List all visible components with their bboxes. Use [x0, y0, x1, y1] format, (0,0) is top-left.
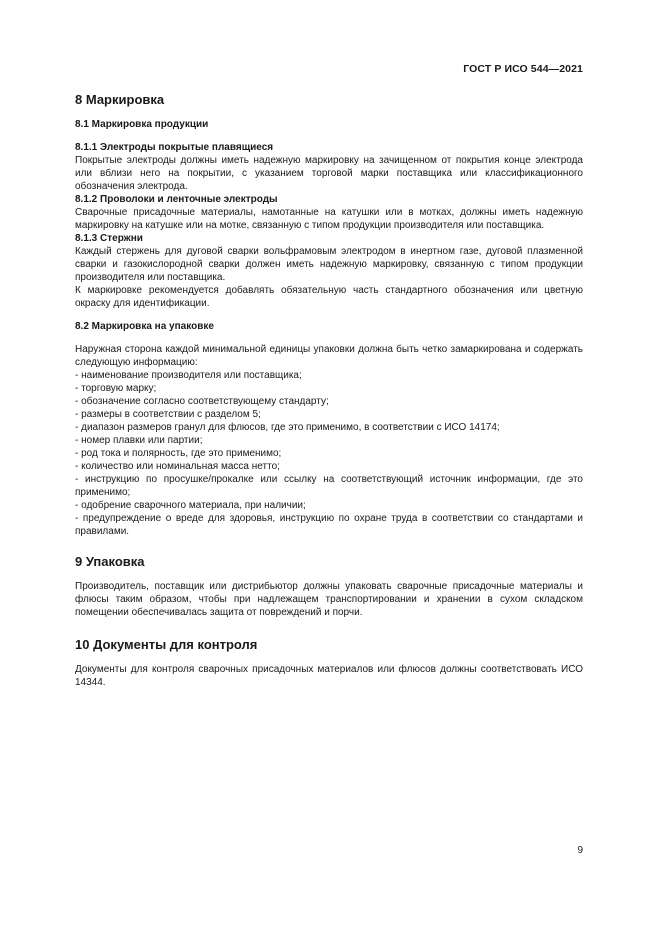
section-8-1-2-text: Сварочные присадочные материалы, намотанные на катушки или в мотках, должны иметь надежную маркировку на катушке или на мотке, связанную с типом продукции производителя или поставщика. [75, 207, 583, 231]
section-8-2-title: 8.2 Маркировка на упаковке [75, 321, 214, 332]
list-item: - предупреждение о вреде для здоровья, инструкцию по охране труда в соответствии со стандартами и правилами. [75, 513, 583, 537]
list-item: - номер плавки или партии; [75, 435, 203, 446]
section-8-1-3-text-2: К маркировке рекомендуется добавлять обязательную часть стандартного обозначения или цветную окраску для идентификации. [75, 285, 583, 309]
list-item: - количество или номинальная масса нетто; [75, 461, 280, 472]
section-10-text: Документы для контроля сварочных присадочных материалов или флюсов должны соответствовать ИСО 14344. [75, 664, 583, 688]
list-item: - инструкцию по просушке/прокалке или ссылку на соответствующий источник информации, где это применимо; [75, 474, 583, 498]
list-item: - диапазон размеров гранул для флюсов, где это применимо, в соответствии с ИСО 14174; [75, 422, 500, 433]
section-8-1-2-title: 8.1.2 Проволоки и ленточные электроды [75, 194, 278, 205]
section-9-text: Производитель, поставщик или дистрибьютор должны упаковать сварочные присадочные материалы и флюсы таким образом, чтобы при надлежащем транспортировании и хранении в сухом складском помещении обеспечивалась защита от повреждений и порчи. [75, 581, 583, 618]
page-number: 9 [577, 845, 583, 856]
section-8-2-intro: Наружная сторона каждой минимальной единицы упаковки должна быть четко замаркирована и содержать следующую информацию: [75, 344, 583, 368]
standard-code-header: ГОСТ Р ИСО 544—2021 [463, 63, 583, 75]
marking-info-list [75, 369, 583, 538]
section-10-title: 10 Документы для контроля [75, 637, 258, 652]
list-item: - род тока и полярность, где это применимо; [75, 448, 282, 459]
section-8-1-1-text: Покрытые электроды должны иметь надежную маркировку на зачищенном от покрытия конце электрода или вблизи него на покрытии, с указанием торговой марки поставщика или классификационного обозначения электрода. [75, 155, 583, 192]
list-item: - размеры в соответствии с разделом 5; [75, 409, 261, 420]
document-content [75, 92, 583, 689]
list-item: - торговую марку; [75, 383, 157, 394]
list-item: - обозначение согласно соответствующему стандарту; [75, 396, 329, 407]
list-item: - одобрение сварочного материала, при наличии; [75, 500, 306, 511]
section-8-1-3-text-1: Каждый стержень для дуговой сварки вольфрамовым электродом в инертном газе, дуговой плазменной сварки и газокислородной сварки должен иметь надежную маркировку, связанную с типом продукции производителя или поставщика. [75, 246, 583, 283]
document-page [75, 0, 583, 935]
section-9-title: 9 Упаковка [75, 554, 145, 569]
list-item: - наименование производителя или поставщика; [75, 370, 302, 381]
section-8-1-3-title: 8.1.3 Стержни [75, 233, 143, 244]
section-8-1-title: 8.1 Маркировка продукции [75, 119, 209, 130]
section-8-title: 8 Маркировка [75, 92, 165, 107]
section-8-1-1-title: 8.1.1 Электроды покрытые плавящиеся [75, 142, 274, 153]
